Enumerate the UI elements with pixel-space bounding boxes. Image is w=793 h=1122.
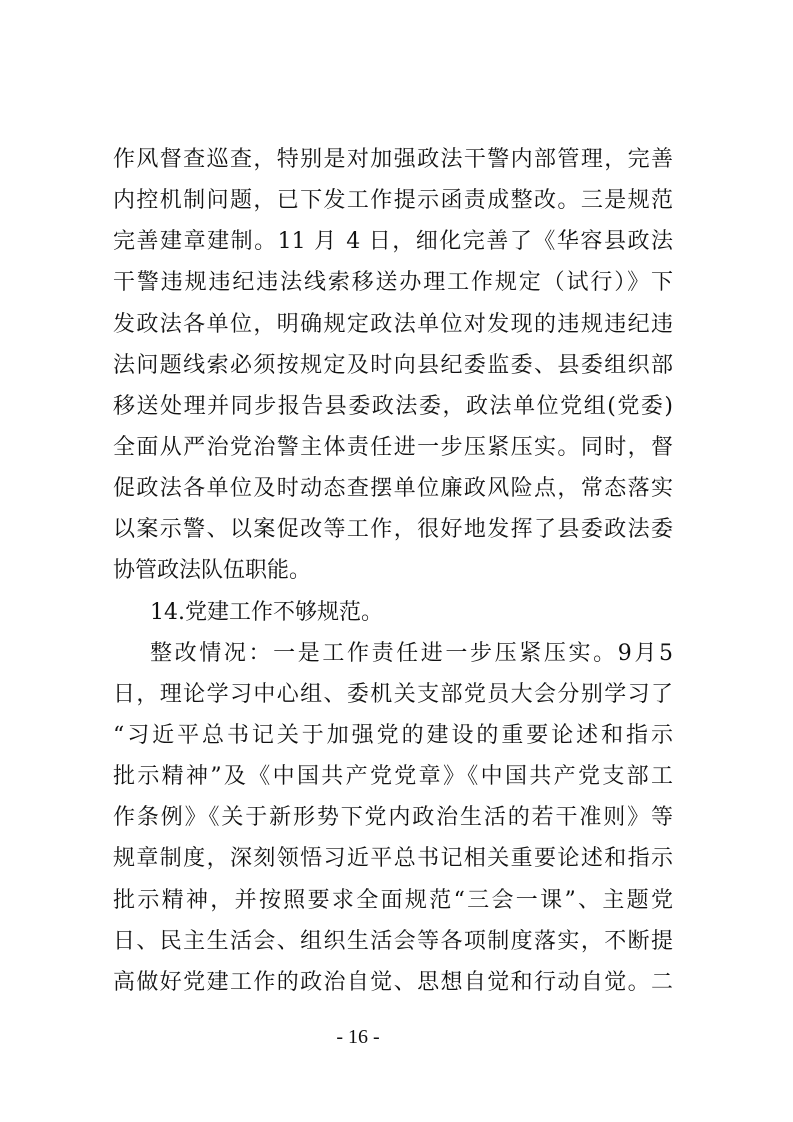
text-line: 批示精神，并按照要求全面规范“三会一课”、主题党 (113, 887, 673, 913)
text-line: 作条例》《关于新形势下党内政治生活的若干准则》等 (113, 805, 673, 831)
page-number: - 16 - (336, 1026, 380, 1048)
text-line: 日，理论学习中心组、委机关支部党员大会分别学习了 (113, 681, 673, 707)
document-body (113, 139, 673, 1003)
text-line: 日、民主生活会、组织生活会等各项制度落实，不断提 (113, 928, 673, 954)
text-line: 干警违规违纪违法线索移送办理工作规定（试行）》下 (113, 270, 673, 296)
text-line: 全面从严治党治警主体责任进一步压紧压实。同时，督 (113, 434, 673, 460)
text-line: 完善建章建制。11 月 4 日，细化完善了《华容县政法 (113, 229, 673, 255)
text-line: 协管政法队伍职能。 (113, 558, 312, 584)
text-line: 整改情况：一是工作责任进一步压紧压实。9月5 (150, 640, 673, 666)
text-line: 以案示警、以案促改等工作，很好地发挥了县委政法委 (113, 517, 673, 543)
text-line: 高做好党建工作的政治自觉、思想自觉和行动自觉。二 (113, 969, 673, 995)
text-line: 发政法各单位，明确规定政法单位对发现的违规违纪违 (113, 311, 673, 337)
text-line: 法问题线索必须按规定及时向县纪委监委、县委组织部 (113, 352, 673, 378)
text-line: 移送处理并同步报告县委政法委，政法单位党组(党委) (113, 393, 673, 419)
text-line: 规章制度，深刻领悟习近平总书记相关重要论述和指示 (113, 846, 673, 872)
text-line: 作风督查巡查，特别是对加强政法干警内部管理，完善 (113, 147, 673, 172)
text-line: 内控机制问题，已下发工作提示函责成整改。三是规范 (113, 188, 673, 214)
text-line: 促政法各单位及时动态查摆单位廉政风险点，常态落实 (113, 476, 673, 502)
text-line: “习近平总书记关于加强党的建设的重要论述和指示 (113, 722, 673, 748)
text-line: 批示精神”及《中国共产党党章》《中国共产党支部工 (113, 764, 673, 790)
section-heading: 14.党建工作不够规范。 (150, 599, 383, 625)
